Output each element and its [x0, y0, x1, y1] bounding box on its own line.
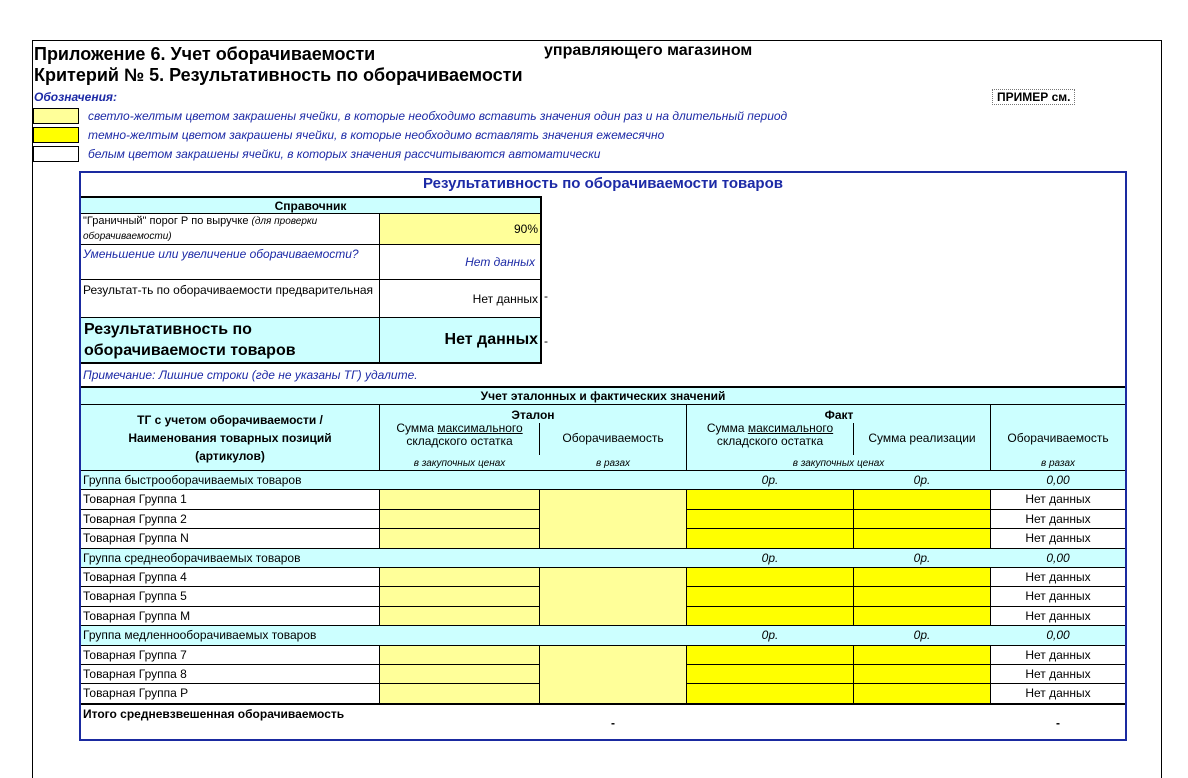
- header-title-right: управляющего магазином: [544, 42, 753, 59]
- unit-fact-turnover: в разах: [1041, 458, 1075, 469]
- fact-sales-input[interactable]: [853, 646, 991, 665]
- sheet-border-top: [32, 40, 1162, 41]
- col-header-fact: Факт: [824, 408, 854, 422]
- col-header-etalon: Эталон: [511, 408, 555, 422]
- reference-row3-label: Результат-ть по оборачиваемости предварительная: [81, 280, 379, 318]
- header-title-left: Приложение 6. Учет оборачиваемости: [34, 44, 376, 64]
- fact-sales-input[interactable]: [853, 568, 991, 587]
- row-name: Товарная Группа P: [81, 684, 379, 703]
- row-turnover: Нет данных: [990, 607, 1125, 626]
- row-turnover: Нет данных: [990, 529, 1125, 548]
- fact-sales-input[interactable]: [853, 607, 991, 626]
- legend-text-1: светло-желтым цветом закрашены ячейки, в которые необходимо вставить значения один раз и на длительный период: [88, 109, 788, 123]
- reference-row4-value: Нет данных: [379, 318, 540, 362]
- fact-sum-input[interactable]: [686, 510, 854, 529]
- fact-sum-input[interactable]: [686, 568, 854, 587]
- threshold-input[interactable]: 90%: [379, 214, 540, 245]
- fact-sum-input[interactable]: [686, 665, 854, 684]
- legend-text-2: темно-желтым цветом закрашены ячейки, в которые необходимо вставлять значения ежемесячно: [88, 128, 665, 142]
- col-header-etalon-turnover: Оборачиваемость: [562, 431, 664, 445]
- example-link[interactable]: ПРИМЕР см.: [992, 89, 1075, 105]
- total-fact-value: -: [1056, 716, 1060, 730]
- fact-sum-input[interactable]: [686, 684, 854, 703]
- etalon-sum-input[interactable]: [379, 665, 540, 684]
- col-header-etalon-sum-underlined: максимального: [437, 422, 523, 435]
- row-name: Товарная Группа 1: [81, 490, 379, 509]
- reference-title: Справочник: [81, 198, 540, 214]
- group-fact-sum-max: 0р.: [761, 550, 779, 565]
- row3-dash: -: [544, 289, 548, 303]
- group-turnover: 0,00: [1046, 628, 1070, 643]
- etalon-sum-input[interactable]: [379, 510, 540, 529]
- total-etalon-value: -: [611, 716, 615, 730]
- legend-swatch-dark-yellow: [33, 127, 79, 143]
- unit-fact-sums: в закупочных ценах: [792, 458, 885, 469]
- col-header-fact-sum-prefix: Сумма: [706, 422, 748, 435]
- fact-sales-input[interactable]: [853, 665, 991, 684]
- etalon-turnover-input[interactable]: [539, 646, 687, 704]
- row-name: Товарная Группа 4: [81, 568, 379, 587]
- group-fact-sales: 0р.: [913, 550, 931, 565]
- col-header-etalon-sum: [380, 422, 539, 458]
- panel-title: Результативность по оборачиваемости товаров: [423, 175, 783, 192]
- table-section-title: Учет эталонных и фактических значений: [81, 388, 1125, 405]
- note: Примечание: Лишние строки (где не указаны ТГ) удалите.: [83, 368, 418, 382]
- etalon-sum-input[interactable]: [379, 568, 540, 587]
- row-name: Товарная Группа N: [81, 529, 379, 548]
- reference-row3-value: Нет данных: [379, 280, 540, 318]
- group-fact-sales: 0р.: [913, 628, 931, 643]
- turnover-panel: [79, 171, 1127, 741]
- reference-row2-label: Уменьшение или увеличение оборачиваемости?: [81, 245, 379, 280]
- etalon-sum-input[interactable]: [379, 490, 540, 509]
- etalon-sum-input[interactable]: [379, 587, 540, 606]
- group-name: Группа медленнооборачиваемых товаров: [83, 628, 317, 643]
- total-label: Итого средневзвешенная оборачиваемость: [83, 707, 345, 721]
- row-name: Товарная Группа 8: [81, 665, 379, 684]
- fact-sum-input[interactable]: [686, 607, 854, 626]
- criterion-title: Критерий № 5. Результативность по оборачиваемости: [34, 65, 523, 85]
- unit-etalon-turnover: в разах: [596, 458, 630, 469]
- group-turnover: 0,00: [1046, 473, 1070, 487]
- row-turnover: Нет данных: [990, 646, 1125, 665]
- row-turnover: Нет данных: [990, 510, 1125, 529]
- col-header-fact-sum-underlined: максимального: [747, 422, 834, 435]
- fact-sales-input[interactable]: [853, 490, 991, 509]
- reference-row1-label-note: (для проверки оборачиваемости): [83, 216, 318, 242]
- unit-etalon-sum: в закупочных ценах: [413, 458, 506, 469]
- etalon-turnover-input[interactable]: [539, 490, 687, 548]
- row-turnover: Нет данных: [990, 587, 1125, 606]
- col-header-name: ТГ с учетом оборачиваемости / Наименования товарных позиций (артикулов): [128, 413, 332, 463]
- etalon-sum-input[interactable]: [379, 607, 540, 626]
- etalon-sum-input[interactable]: [379, 529, 540, 548]
- reference-row2-value: Нет данных: [379, 245, 540, 280]
- fact-sales-input[interactable]: [853, 587, 991, 606]
- col-header-etalon-sum-line2: складского остатка: [406, 434, 513, 448]
- col-header-fact-turnover: Оборачиваемость: [1007, 431, 1109, 445]
- fact-sales-input[interactable]: [853, 684, 991, 703]
- fact-sum-input[interactable]: [686, 587, 854, 606]
- row-name: Товарная Группа 5: [81, 587, 379, 606]
- group-fact-sum-max: 0р.: [761, 628, 779, 643]
- group-fact-sales: 0р.: [913, 473, 931, 487]
- row-turnover: Нет данных: [990, 665, 1125, 684]
- legend-swatch-white: [33, 146, 79, 162]
- etalon-turnover-input[interactable]: [539, 568, 687, 626]
- reference-row4-label: Результативность по оборачиваемости товаров: [81, 318, 379, 362]
- group-fact-sum-max: 0р.: [761, 473, 779, 487]
- legend-swatch-light-yellow: [33, 108, 79, 124]
- group-name: Группа среднеоборачиваемых товаров: [83, 550, 301, 565]
- row4-dash: -: [544, 334, 548, 348]
- col-header-fact-sum: [687, 422, 853, 458]
- reference-row1-label: [81, 214, 379, 245]
- legend-text-3: белым цветом закрашены ячейки, в которых значения рассчитываются автоматически: [88, 147, 601, 161]
- fact-sum-input[interactable]: [686, 490, 854, 509]
- legend-label: Обозначения:: [34, 90, 117, 104]
- etalon-sum-input[interactable]: [379, 684, 540, 703]
- etalon-sum-input[interactable]: [379, 646, 540, 665]
- row-turnover: Нет данных: [990, 490, 1125, 509]
- fact-sales-input[interactable]: [853, 529, 991, 548]
- row-turnover: Нет данных: [990, 568, 1125, 587]
- group-turnover: 0,00: [1046, 550, 1070, 565]
- sheet-border-right: [1161, 40, 1162, 778]
- col-header-fact-sum-line2: складского остатка: [716, 434, 824, 448]
- row-name: Товарная Группа 7: [81, 646, 379, 665]
- col-header-fact-sales: Сумма реализации: [868, 431, 976, 445]
- fact-sum-input[interactable]: [686, 646, 854, 665]
- row-name: Товарная Группа 2: [81, 510, 379, 529]
- group-name: Группа быстрооборачиваемых товаров: [83, 473, 302, 487]
- fact-sales-input[interactable]: [853, 510, 991, 529]
- reference-row1-label-main: "Граничный" порог Р по выручке: [83, 215, 249, 227]
- row-name: Товарная Группа M: [81, 607, 379, 626]
- fact-sum-input[interactable]: [686, 529, 854, 548]
- col-header-etalon-sum-prefix: Сумма: [396, 422, 438, 435]
- row-turnover: Нет данных: [990, 684, 1125, 703]
